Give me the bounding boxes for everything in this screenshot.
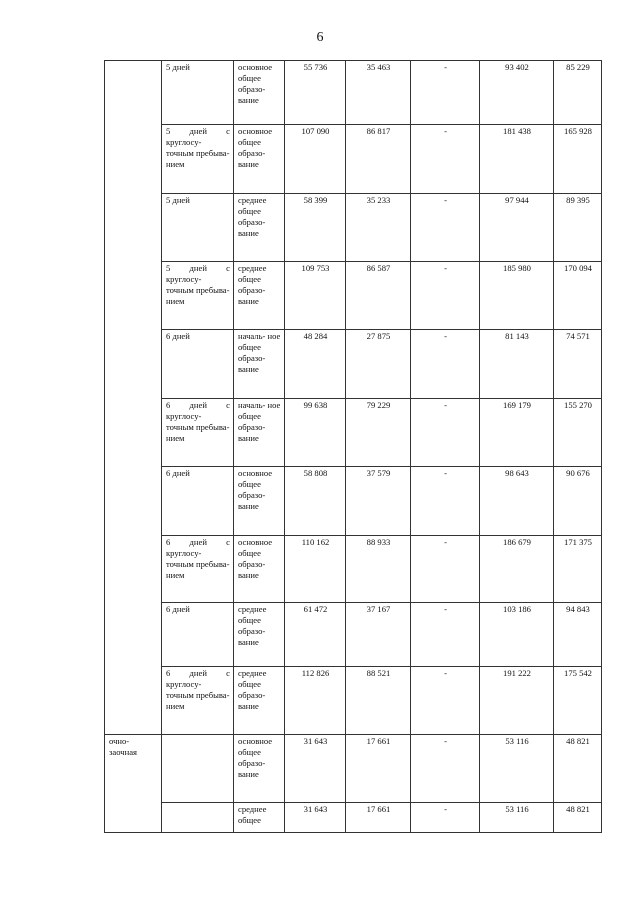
schedule-cell: 5 дней <box>162 194 234 262</box>
table-row <box>105 536 602 603</box>
table-row <box>105 803 602 833</box>
value-cell-5: 48 821 <box>554 735 602 803</box>
value-cell-3: - <box>411 194 480 262</box>
value-cell-1: 48 284 <box>285 330 346 399</box>
table-row <box>105 667 602 735</box>
education-level-cell: основное общее образо- вание <box>234 467 285 536</box>
schedule-cell: 6 дней с круглосу- точным пребыва- нием <box>162 536 234 603</box>
value-cell-2: 27 875 <box>346 330 411 399</box>
value-cell-3: - <box>411 467 480 536</box>
value-cell-1: 31 643 <box>285 735 346 803</box>
schedule-cell: 5 дней <box>162 61 234 125</box>
value-cell-2: 35 463 <box>346 61 411 125</box>
value-cell-4: 97 944 <box>480 194 554 262</box>
value-cell-5: 48 821 <box>554 803 602 833</box>
value-cell-2: 37 167 <box>346 603 411 667</box>
value-cell-3: - <box>411 536 480 603</box>
table-row <box>105 125 602 194</box>
value-cell-3: - <box>411 262 480 330</box>
education-level-cell: среднее общее образо- вание <box>234 194 285 262</box>
value-cell-3: - <box>411 330 480 399</box>
value-cell-3: - <box>411 735 480 803</box>
education-level-cell: среднее общее образо- вание <box>234 603 285 667</box>
value-cell-1: 112 826 <box>285 667 346 735</box>
schedule-cell: 6 дней <box>162 467 234 536</box>
value-cell-2: 88 933 <box>346 536 411 603</box>
table-row <box>105 467 602 536</box>
schedule-cell <box>162 803 234 833</box>
schedule-cell: 6 дней с круглосу- точным пребыва- нием <box>162 667 234 735</box>
table-row <box>105 735 602 803</box>
value-cell-4: 98 643 <box>480 467 554 536</box>
value-cell-2: 79 229 <box>346 399 411 467</box>
value-cell-5: 90 676 <box>554 467 602 536</box>
value-cell-4: 186 679 <box>480 536 554 603</box>
value-cell-4: 169 179 <box>480 399 554 467</box>
education-level-cell: началь- ное общее образо- вание <box>234 330 285 399</box>
schedule-cell: 6 дней <box>162 330 234 399</box>
fee-table <box>104 60 602 833</box>
value-cell-2: 17 661 <box>346 803 411 833</box>
table-row <box>105 330 602 399</box>
value-cell-5: 85 229 <box>554 61 602 125</box>
value-cell-5: 171 375 <box>554 536 602 603</box>
schedule-cell: 6 дней <box>162 603 234 667</box>
value-cell-2: 37 579 <box>346 467 411 536</box>
value-cell-1: 109 753 <box>285 262 346 330</box>
table-row <box>105 194 602 262</box>
value-cell-2: 17 661 <box>346 735 411 803</box>
education-level-cell: основное общее образо- вание <box>234 125 285 194</box>
value-cell-2: 86 587 <box>346 262 411 330</box>
education-level-cell: основное общее образо- вание <box>234 735 285 803</box>
value-cell-1: 99 638 <box>285 399 346 467</box>
table-row <box>105 399 602 467</box>
value-cell-5: 175 542 <box>554 667 602 735</box>
value-cell-2: 35 233 <box>346 194 411 262</box>
value-cell-3: - <box>411 61 480 125</box>
value-cell-5: 155 270 <box>554 399 602 467</box>
education-level-cell: основное общее образо- вание <box>234 536 285 603</box>
value-cell-4: 53 116 <box>480 803 554 833</box>
value-cell-5: 170 094 <box>554 262 602 330</box>
education-level-cell: началь- ное общее образо- вание <box>234 399 285 467</box>
value-cell-5: 74 571 <box>554 330 602 399</box>
value-cell-3: - <box>411 399 480 467</box>
value-cell-4: 185 980 <box>480 262 554 330</box>
table-row <box>105 603 602 667</box>
value-cell-4: 191 222 <box>480 667 554 735</box>
value-cell-1: 58 399 <box>285 194 346 262</box>
table-row <box>105 262 602 330</box>
value-cell-3: - <box>411 603 480 667</box>
form-cell <box>105 61 162 735</box>
education-level-cell: среднее общее <box>234 803 285 833</box>
value-cell-5: 165 928 <box>554 125 602 194</box>
value-cell-5: 94 843 <box>554 603 602 667</box>
value-cell-1: 61 472 <box>285 603 346 667</box>
education-level-cell: основное общее образо- вание <box>234 61 285 125</box>
value-cell-1: 55 736 <box>285 61 346 125</box>
value-cell-4: 81 143 <box>480 330 554 399</box>
value-cell-4: 181 438 <box>480 125 554 194</box>
value-cell-3: - <box>411 125 480 194</box>
schedule-cell: 5 дней с круглосу- точным пребыва- нием <box>162 125 234 194</box>
value-cell-1: 107 090 <box>285 125 346 194</box>
value-cell-5: 89 395 <box>554 194 602 262</box>
value-cell-3: - <box>411 667 480 735</box>
table-row <box>105 61 602 125</box>
schedule-cell: 5 дней с круглосу- точным пребыва- нием <box>162 262 234 330</box>
schedule-cell <box>162 735 234 803</box>
value-cell-1: 58 808 <box>285 467 346 536</box>
value-cell-4: 103 186 <box>480 603 554 667</box>
page-number: 6 <box>316 30 324 45</box>
value-cell-2: 88 521 <box>346 667 411 735</box>
schedule-cell: 6 дней с круглосу- точным пребыва- нием <box>162 399 234 467</box>
value-cell-4: 93 402 <box>480 61 554 125</box>
education-level-cell: среднее общее образо- вание <box>234 262 285 330</box>
value-cell-4: 53 116 <box>480 735 554 803</box>
value-cell-1: 31 643 <box>285 803 346 833</box>
education-level-cell: среднее общее образо- вание <box>234 667 285 735</box>
value-cell-3: - <box>411 803 480 833</box>
value-cell-2: 86 817 <box>346 125 411 194</box>
form-cell: очно- заочная <box>105 735 162 833</box>
value-cell-1: 110 162 <box>285 536 346 603</box>
